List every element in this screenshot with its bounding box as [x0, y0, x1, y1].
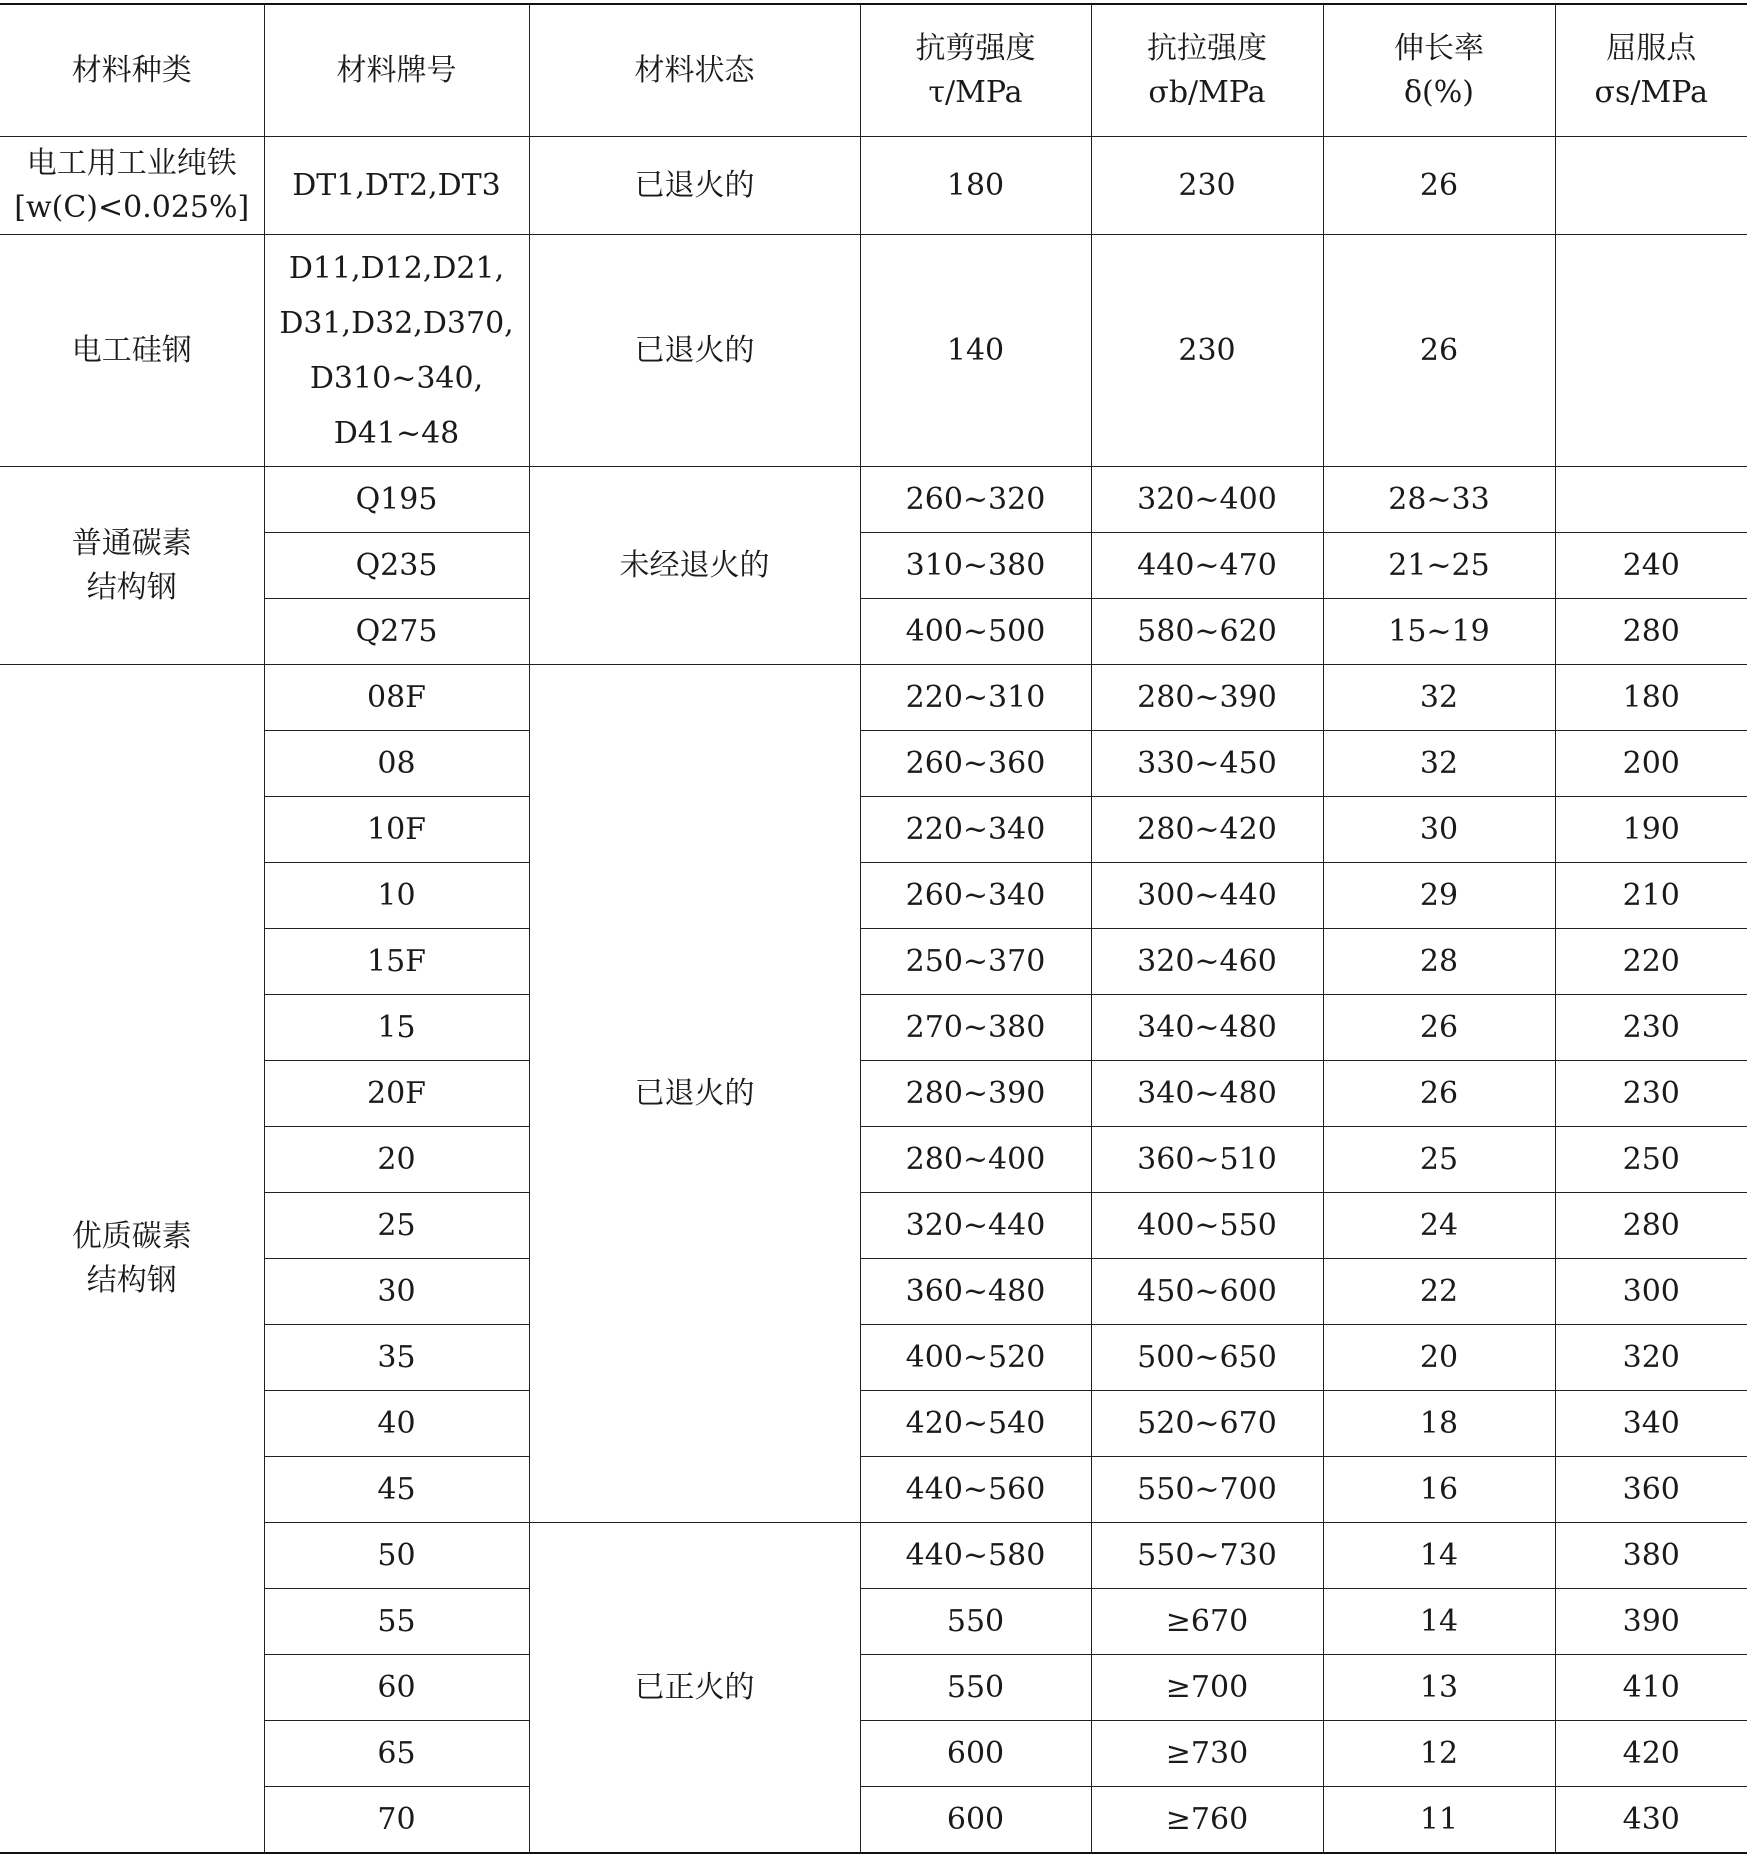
cell-yield: 320 — [1555, 1325, 1747, 1391]
cell-elongation: 32 — [1323, 665, 1555, 731]
grade-line: D41~48 — [333, 415, 460, 451]
cell-yield: 240 — [1555, 533, 1747, 599]
cell-yield: 190 — [1555, 797, 1747, 863]
cell-shear: 600 — [860, 1721, 1091, 1787]
cell-tensile: 340~480 — [1091, 995, 1323, 1061]
cell-grade: Q235 — [264, 533, 529, 599]
header-text: 屈服点 — [1606, 31, 1697, 66]
cell-grade: 40 — [264, 1391, 529, 1457]
cell-shear: 600 — [860, 1787, 1091, 1854]
type-line: [w(C)<0.025%] — [14, 189, 250, 225]
cell-elongation: 11 — [1323, 1787, 1555, 1854]
cell-grade: 10F — [264, 797, 529, 863]
cell-tensile: 330~450 — [1091, 731, 1323, 797]
cell-elongation: 14 — [1323, 1523, 1555, 1589]
header-unit: σs/MPa — [1594, 74, 1708, 110]
cell-yield: 280 — [1555, 1193, 1747, 1259]
cell-grade: 45 — [264, 1457, 529, 1523]
cell-grade: 08 — [264, 731, 529, 797]
cell-shear: 440~560 — [860, 1457, 1091, 1523]
header-text: 伸长率 — [1394, 31, 1484, 66]
table-row — [0, 665, 1747, 731]
cell-elongation: 28 — [1323, 929, 1555, 995]
cell-grade: 20 — [264, 1127, 529, 1193]
cell-yield: 430 — [1555, 1787, 1747, 1854]
cell-elongation: 22 — [1323, 1259, 1555, 1325]
cell-shear: 360~480 — [860, 1259, 1091, 1325]
header-text: 材料牌号 — [336, 52, 457, 88]
cell-elongation: 21~25 — [1323, 533, 1555, 599]
cell-state: 已正火的 — [529, 1523, 860, 1854]
type-line: 普通碳素 — [71, 526, 192, 561]
cell-elongation: 26 — [1323, 1061, 1555, 1127]
cell-grade: 35 — [264, 1325, 529, 1391]
header-text: 抗拉强度 — [1147, 31, 1267, 66]
material-properties-table — [0, 3, 1747, 1854]
cell-tensile: 550~700 — [1091, 1457, 1323, 1523]
table-row — [0, 235, 1747, 467]
cell-elongation: 32 — [1323, 731, 1555, 797]
cell-shear: 420~540 — [860, 1391, 1091, 1457]
table-row — [0, 467, 1747, 533]
cell-shear: 220~310 — [860, 665, 1091, 731]
type-line: 结构钢 — [86, 1262, 177, 1298]
cell-yield: 340 — [1555, 1391, 1747, 1457]
cell-tensile: 320~460 — [1091, 929, 1323, 995]
cell-shear: 260~340 — [860, 863, 1091, 929]
cell-tensile: 230 — [1091, 137, 1323, 235]
cell-tensile: 230 — [1091, 235, 1323, 467]
cell-elongation: 16 — [1323, 1457, 1555, 1523]
cell-grade: 15 — [264, 995, 529, 1061]
cell-material-type — [0, 665, 264, 1854]
cell-shear: 250~370 — [860, 929, 1091, 995]
cell-shear: 310~380 — [860, 533, 1091, 599]
cell-tensile: 340~480 — [1091, 1061, 1323, 1127]
header-unit: δ(%) — [1404, 74, 1474, 110]
header-tensile-strength — [1091, 4, 1323, 137]
cell-elongation: 28~33 — [1323, 467, 1555, 533]
cell-tensile: 320~400 — [1091, 467, 1323, 533]
header-yield-point — [1555, 4, 1747, 137]
cell-shear: 220~340 — [860, 797, 1091, 863]
cell-yield: 300 — [1555, 1259, 1747, 1325]
header-unit: σb/MPa — [1148, 74, 1266, 110]
cell-yield — [1555, 235, 1747, 467]
cell-state: 未经退火的 — [529, 467, 860, 665]
cell-state: 已退火的 — [529, 665, 860, 1523]
cell-state: 已退火的 — [529, 235, 860, 467]
cell-tensile: 280~390 — [1091, 665, 1323, 731]
cell-elongation: 12 — [1323, 1721, 1555, 1787]
cell-tensile: 500~650 — [1091, 1325, 1323, 1391]
header-text: 抗剪强度 — [915, 31, 1036, 66]
type-line: 优质碳素 — [71, 1219, 192, 1254]
cell-elongation: 13 — [1323, 1655, 1555, 1721]
cell-material-type — [0, 137, 264, 235]
grade-line: D31,D32,D370, — [279, 305, 514, 341]
cell-tensile: 440~470 — [1091, 533, 1323, 599]
grade-line: D310~340, — [309, 360, 484, 396]
type-line: 电工用工业纯铁 — [26, 146, 237, 181]
type-line: 结构钢 — [86, 569, 177, 605]
cell-material-type — [0, 467, 264, 665]
cell-yield: 380 — [1555, 1523, 1747, 1589]
header-material-type — [0, 4, 264, 137]
cell-material-type: 电工硅钢 — [0, 235, 264, 467]
header-material-state — [529, 4, 860, 137]
grade-line: D11,D12,D21, — [288, 250, 505, 286]
header-shear-strength — [860, 4, 1091, 137]
cell-yield: 200 — [1555, 731, 1747, 797]
cell-yield: 220 — [1555, 929, 1747, 995]
cell-elongation: 30 — [1323, 797, 1555, 863]
cell-shear: 270~380 — [860, 995, 1091, 1061]
cell-grade: 30 — [264, 1259, 529, 1325]
cell-tensile: ≥700 — [1091, 1655, 1323, 1721]
header-text: 材料种类 — [71, 52, 192, 88]
cell-yield: 280 — [1555, 599, 1747, 665]
cell-yield: 230 — [1555, 1061, 1747, 1127]
header-row — [0, 4, 1747, 137]
cell-grade: 50 — [264, 1523, 529, 1589]
cell-tensile: 550~730 — [1091, 1523, 1323, 1589]
cell-yield: 180 — [1555, 665, 1747, 731]
cell-yield — [1555, 467, 1747, 533]
cell-elongation: 25 — [1323, 1127, 1555, 1193]
cell-grade — [264, 235, 529, 467]
cell-elongation: 15~19 — [1323, 599, 1555, 665]
cell-shear: 140 — [860, 235, 1091, 467]
cell-tensile: 280~420 — [1091, 797, 1323, 863]
cell-grade: 65 — [264, 1721, 529, 1787]
cell-tensile: 300~440 — [1091, 863, 1323, 929]
cell-yield: 420 — [1555, 1721, 1747, 1787]
cell-yield: 410 — [1555, 1655, 1747, 1721]
cell-yield: 390 — [1555, 1589, 1747, 1655]
cell-shear: 320~440 — [860, 1193, 1091, 1259]
cell-yield: 230 — [1555, 995, 1747, 1061]
header-elongation — [1323, 4, 1555, 137]
cell-elongation: 14 — [1323, 1589, 1555, 1655]
table-body — [0, 137, 1747, 1854]
cell-shear: 280~400 — [860, 1127, 1091, 1193]
cell-tensile: 580~620 — [1091, 599, 1323, 665]
table-header — [0, 4, 1747, 137]
table-row — [0, 137, 1747, 235]
cell-grade: 15F — [264, 929, 529, 995]
cell-grade: 70 — [264, 1787, 529, 1854]
cell-grade: 20F — [264, 1061, 529, 1127]
cell-grade: 60 — [264, 1655, 529, 1721]
cell-shear: 180 — [860, 137, 1091, 235]
cell-yield: 210 — [1555, 863, 1747, 929]
cell-shear: 260~360 — [860, 731, 1091, 797]
header-text: 材料状态 — [634, 52, 755, 88]
cell-shear: 400~520 — [860, 1325, 1091, 1391]
cell-tensile: 400~550 — [1091, 1193, 1323, 1259]
cell-elongation: 26 — [1323, 137, 1555, 235]
cell-state: 已退火的 — [529, 137, 860, 235]
cell-shear: 400~500 — [860, 599, 1091, 665]
cell-shear: 440~580 — [860, 1523, 1091, 1589]
cell-tensile: 450~600 — [1091, 1259, 1323, 1325]
cell-yield: 250 — [1555, 1127, 1747, 1193]
cell-grade: Q195 — [264, 467, 529, 533]
cell-shear: 280~390 — [860, 1061, 1091, 1127]
header-unit: τ/MPa — [928, 74, 1023, 110]
cell-yield: 360 — [1555, 1457, 1747, 1523]
cell-shear: 550 — [860, 1589, 1091, 1655]
cell-grade: 08F — [264, 665, 529, 731]
cell-tensile: ≥730 — [1091, 1721, 1323, 1787]
cell-tensile: ≥670 — [1091, 1589, 1323, 1655]
cell-grade: 10 — [264, 863, 529, 929]
cell-tensile: 520~670 — [1091, 1391, 1323, 1457]
cell-grade: 25 — [264, 1193, 529, 1259]
cell-elongation: 20 — [1323, 1325, 1555, 1391]
cell-yield — [1555, 137, 1747, 235]
cell-grade: DT1,DT2,DT3 — [264, 137, 529, 235]
cell-tensile: 360~510 — [1091, 1127, 1323, 1193]
cell-shear: 260~320 — [860, 467, 1091, 533]
cell-elongation: 18 — [1323, 1391, 1555, 1457]
cell-elongation: 26 — [1323, 995, 1555, 1061]
cell-elongation: 26 — [1323, 235, 1555, 467]
cell-tensile: ≥760 — [1091, 1787, 1323, 1854]
cell-grade: 55 — [264, 1589, 529, 1655]
cell-grade: Q275 — [264, 599, 529, 665]
header-material-grade — [264, 4, 529, 137]
cell-shear: 550 — [860, 1655, 1091, 1721]
cell-elongation: 29 — [1323, 863, 1555, 929]
cell-elongation: 24 — [1323, 1193, 1555, 1259]
